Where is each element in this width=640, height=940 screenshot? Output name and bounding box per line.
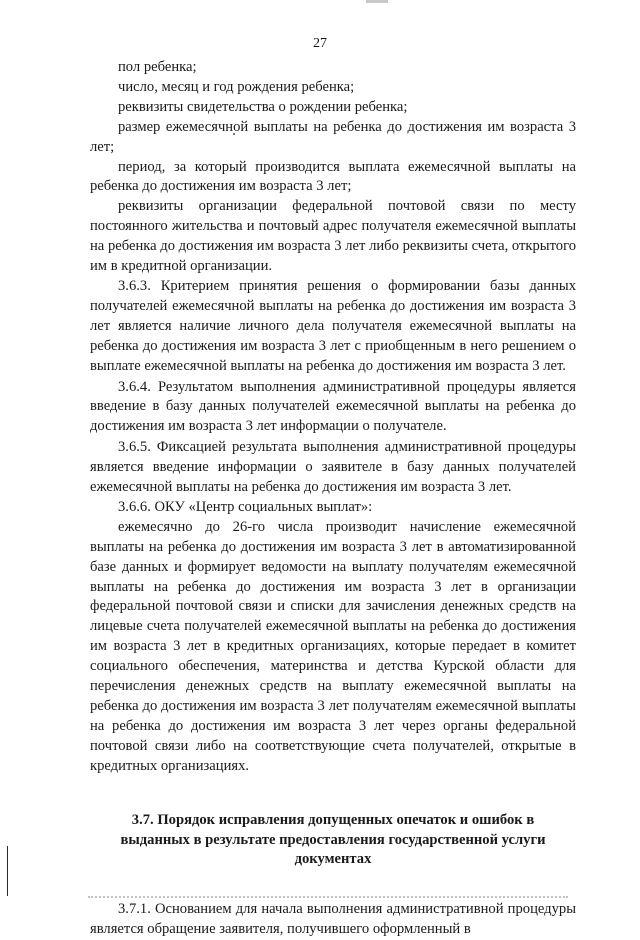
paragraph-monthly-accrual: ежемесячно до 26-го числа производит начисление ежемесячной выплаты на ребенка до достижения им возраста 3 лет в автоматизированной базе данных и формирует ведомости на выплату получателям ежемесячной выплаты на ребенка до достижения им возраста 3 лет в организации федеральной почтовой связи и списки для зачисления денежных средств на лицевые счета получателей ежемесячной выплаты на ребенка до достижения им возраста 3 лет в кредитных организациях, которые передает в комитет социального обеспечения, материнства и детства Курской области для перечисления денежных средств на выплату ежемесячной выплаты на ребенка до достижения им возраста 3 лет получателям ежемесячной выплаты на ребенка до достижения им возраста 3 лет через органы федеральной почтовой связи либо на соответствующие счета получателей, открытые в кредитных организациях. (90, 518, 576, 774)
page-number: 27 (313, 36, 327, 51)
paragraph-birth-certificate: реквизиты свидетельства о рождении ребенка; (118, 98, 408, 115)
paragraph-birthdate: число, месяц и год рождения ребенка; (118, 78, 355, 95)
margin-line (7, 846, 8, 896)
paragraph-gender: пол ребенка; (118, 59, 197, 75)
paragraph-postal-details: реквизиты организации федеральной почтовой связи по месту постоянного жительства и почтовый адрес получателя ежемесячной выплаты на ребенка до достижения им возраста 3 лет либо реквизиты счета, открытого им в кредитной организации. (90, 198, 576, 275)
paragraph-3-7-1: 3.7.1. Основанием для начала выполнения административной процедуры является обращение заявителя, получившего оформленный в (90, 901, 576, 938)
scan-mark (366, 0, 388, 3)
paragraph-3-6-3: 3.6.3. Критерием принятия решения о формировании базы данных получателей ежемесячной выплаты на ребенка до достижения им возраста 3 лет является наличие личного дела получателя ежемесячной выплаты на ребенка до достижения им возраста 3 лет с приобщенным в него решением о выплате ежемесячной выплаты на ребенка до достижения им возраста 3 лет. (90, 277, 576, 374)
paragraph-payment-amount: размер ежемесячной выплаты на ребенка до достижения им возраста 3 лет; (90, 118, 576, 155)
paragraph-3-6-4: 3.6.4. Результатом выполнения административной процедуры является введение в базу данных получателей ежемесячной выплаты на ребенка до достижения им возраста 3 лет информации о получателе. (90, 378, 576, 435)
page-content (90, 58, 576, 940)
paragraph-3-6-6: 3.6.6. ОКУ «Центр социальных выплат»: (118, 498, 373, 515)
section-heading-3-7: 3.7. Порядок исправления допущенных опечаток и ошибок в выданных в результате предоставления государственной услуги документах (120, 811, 546, 868)
paragraph-payment-period: период, за который производится выплата ежемесячной выплаты на ребенка до достижения им возраста 3 лет; (90, 158, 576, 195)
scan-artifact (88, 896, 568, 901)
paragraph-3-6-5: 3.6.5. Фиксацией результата выполнения административной процедуры является введение информации о заявителе в базу данных получателей ежемесячной выплаты на ребенка до достижения им возраста 3 лет. (90, 439, 576, 496)
